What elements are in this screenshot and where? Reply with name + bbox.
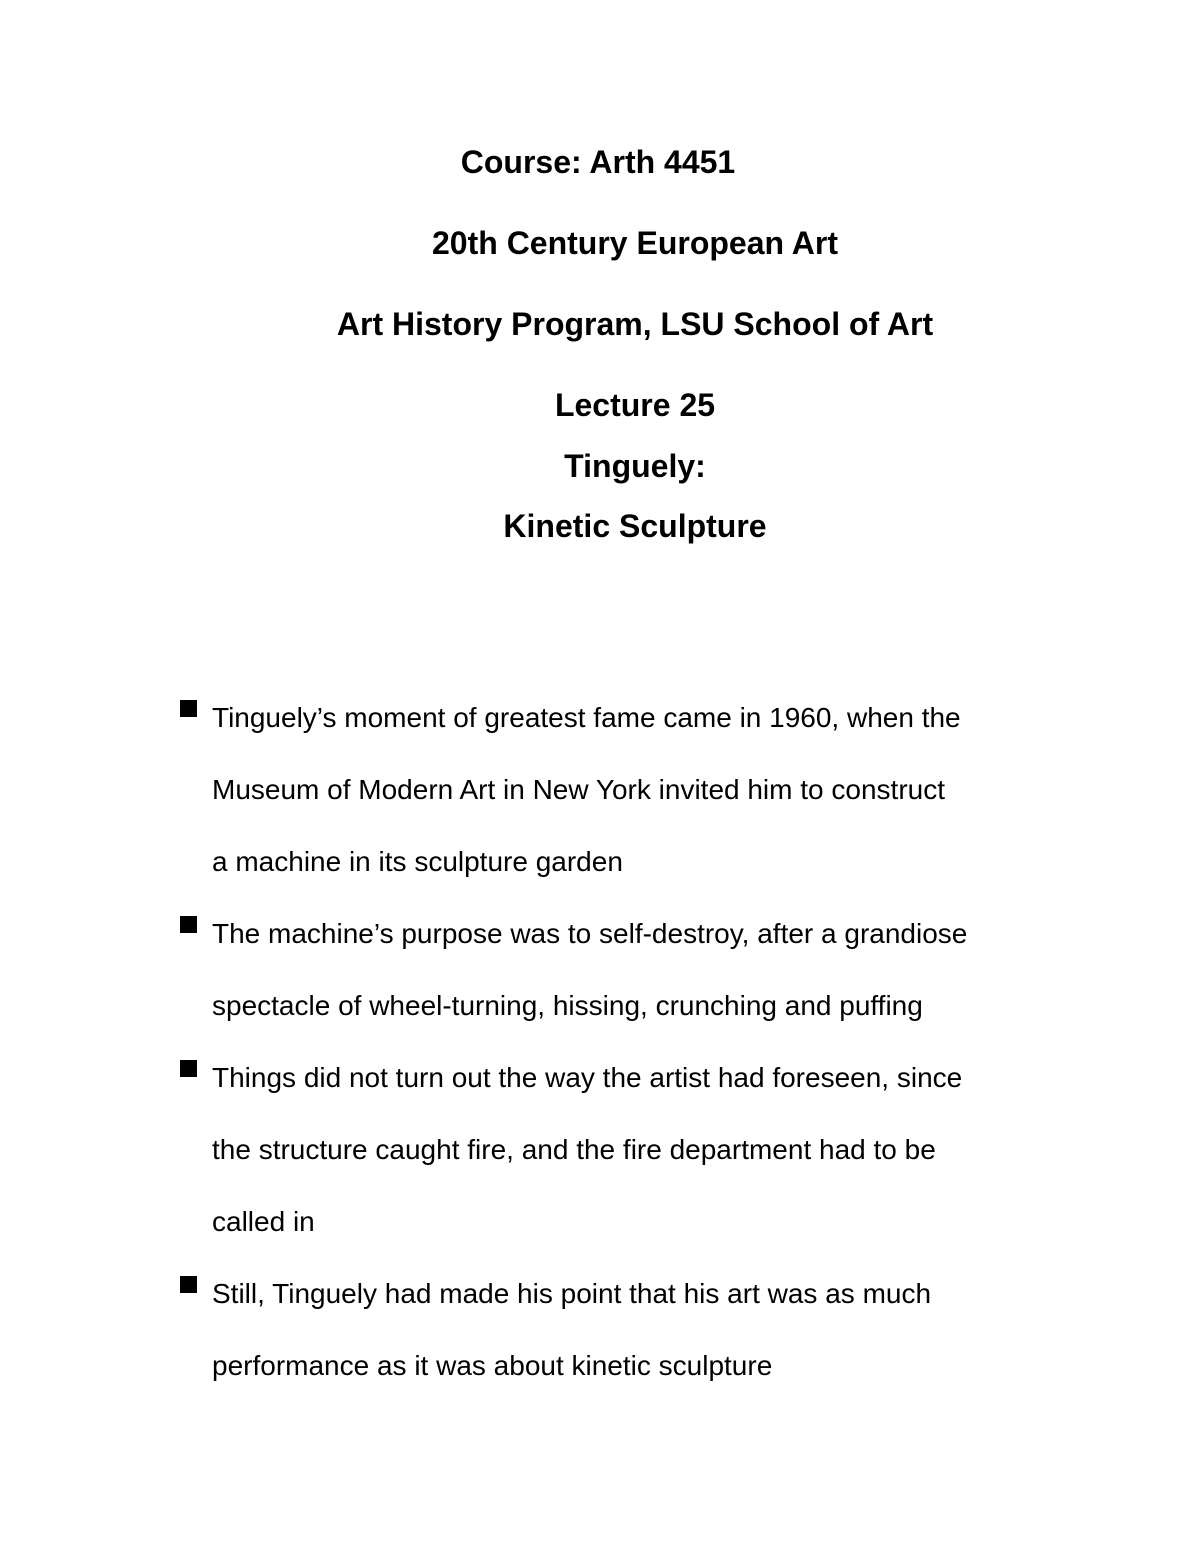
bullet-text-line: Tinguely’s moment of greatest fame came in 1960, when the <box>212 702 961 733</box>
bullet-text-line: called in <box>212 1206 315 1237</box>
bullet-item <box>180 1042 1080 1258</box>
lecture-number: Lecture 25 <box>554 387 716 423</box>
bullet-item <box>180 898 1080 1042</box>
bullet-list <box>180 682 1080 1402</box>
course-title: Course: Arth 4451 <box>460 144 736 180</box>
bullet-text-line: Museum of Modern Art in New York invited him to construct <box>212 774 945 805</box>
bullet-text-line: Still, Tinguely had made his point that his art was as much <box>212 1278 932 1309</box>
bullet-text-line: Things did not turn out the way the artist had foreseen, since <box>212 1062 963 1093</box>
square-bullet-icon <box>180 916 197 933</box>
program-name: Art History Program, LSU School of Art <box>336 306 934 342</box>
bullet-text-line: the structure caught fire, and the fire department had to be <box>212 1134 936 1165</box>
lecture-topic-line-2: Kinetic Sculpture <box>503 508 767 544</box>
lecture-topic-line-1: Tinguely: <box>564 448 706 484</box>
bullet-item <box>180 1258 1080 1402</box>
square-bullet-icon <box>180 1060 197 1077</box>
square-bullet-icon <box>180 700 197 717</box>
bullet-text-line: performance as it was about kinetic sculpture <box>212 1350 773 1381</box>
bullet-text-line: a machine in its sculpture garden <box>212 846 623 877</box>
bullet-text-line: spectacle of wheel-turning, hissing, crunching and puffing <box>212 990 923 1021</box>
course-subject: 20th Century European Art <box>432 225 838 261</box>
square-bullet-icon <box>180 1276 197 1293</box>
bullet-text-line: The machine’s purpose was to self-destroy, after a grandiose <box>212 918 968 949</box>
bullet-item <box>180 682 1080 898</box>
